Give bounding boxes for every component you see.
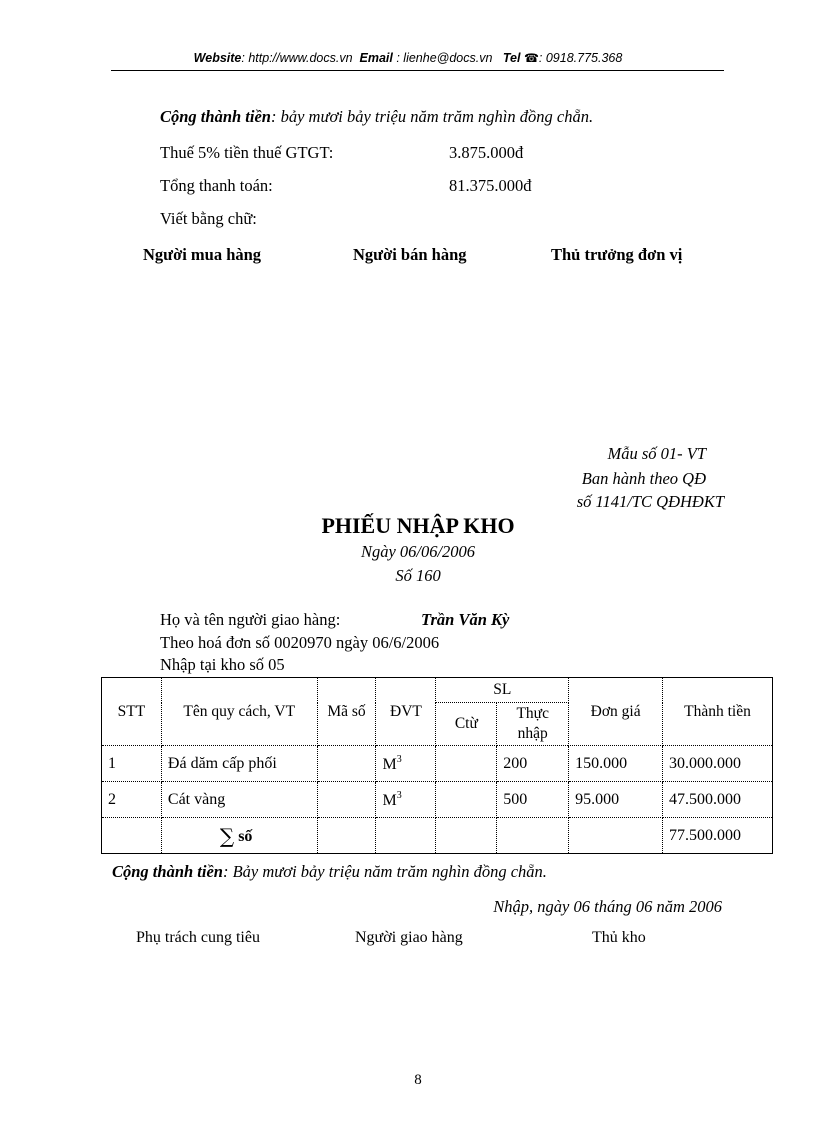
header-sl: SL — [436, 678, 569, 703]
row-stt: 2 — [102, 782, 162, 818]
total-in-words-top — [160, 107, 593, 127]
table-header-row — [102, 678, 773, 703]
unit-superscript: 3 — [396, 753, 402, 765]
email-value: : lienhe@docs.vn — [396, 51, 493, 65]
total-empty-stt — [102, 818, 162, 854]
row-unit — [376, 746, 436, 782]
signature-buyer: Người mua hàng — [143, 245, 262, 264]
website-label: Website — [193, 51, 242, 65]
row-name: Đá dăm cấp phối — [161, 746, 317, 782]
row-amount: 30.000.000 — [663, 746, 773, 782]
row-actual-qty: 500 — [497, 782, 569, 818]
unit-text: M — [382, 755, 397, 773]
row-code — [317, 746, 376, 782]
row-unit — [376, 782, 436, 818]
total-empty-price — [569, 818, 663, 854]
header-divider — [111, 70, 724, 71]
grand-total-label: Tổng thanh toán: — [160, 176, 273, 195]
unit-text: M — [382, 791, 397, 809]
tel-value: : 0918.775.368 — [538, 51, 623, 65]
email-label: Email — [359, 51, 393, 65]
header-amount: Thành tiền — [663, 678, 773, 746]
vat-value: 3.875.000đ — [449, 143, 524, 162]
total-empty-code — [317, 818, 376, 854]
total-amount: 77.500.000 — [663, 818, 773, 854]
website-value: : http://www.docs.vn — [241, 51, 353, 65]
total-words-label: Cộng thành tiền — [112, 862, 223, 881]
form-ref-line3: số 1141/TC QĐHĐKT — [576, 492, 724, 511]
row-price: 95.000 — [569, 782, 663, 818]
header-stt: STT — [102, 678, 162, 746]
warehouse-line: Nhập tại kho số 05 — [160, 655, 285, 674]
place-date: Nhập, ngày 06 tháng 06 năm 2006 — [493, 897, 722, 916]
receipt-number: Số 160 — [395, 566, 441, 585]
tel-label: Tel — [502, 51, 521, 65]
header-price: Đơn giá — [569, 678, 663, 746]
header-code: Mã số — [317, 678, 376, 746]
total-in-words-bottom — [112, 862, 547, 882]
row-price: 150.000 — [569, 746, 663, 782]
grand-total-value: 81.375.000đ — [449, 176, 532, 195]
total-words-label: Cộng thành tiền — [160, 107, 271, 126]
row-doc-qty — [436, 782, 497, 818]
page-number: 8 — [414, 1072, 422, 1088]
row-stt: 1 — [102, 746, 162, 782]
sum-symbol: ∑ — [219, 823, 235, 848]
in-words-label: Viết bằng chữ: — [160, 209, 257, 228]
header-sl-actual: Thực nhập — [497, 703, 569, 746]
row-doc-qty — [436, 746, 497, 782]
form-ref-line2: Ban hành theo QĐ — [581, 469, 706, 488]
vat-label: Thuế 5% tiền thuế GTGT: — [160, 143, 334, 162]
page-header — [0, 51, 816, 65]
total-label: số — [238, 827, 253, 845]
deliverer-name: Trần Văn Kỳ — [421, 610, 510, 629]
row-actual-qty: 200 — [497, 746, 569, 782]
table-total-row — [102, 818, 773, 854]
table-row — [102, 746, 773, 782]
invoice-line: Theo hoá đơn số 0020970 ngày 06/6/2006 — [160, 633, 440, 652]
signature-storekeeper: Thủ kho — [592, 929, 646, 946]
receipt-title: PHIẾU NHẬP KHO — [321, 513, 515, 538]
total-empty-actual — [497, 818, 569, 854]
signature-supply-manager: Phụ trách cung tiêu — [136, 929, 260, 946]
total-label-cell — [161, 818, 317, 854]
receipt-date: Ngày 06/06/2006 — [360, 542, 476, 561]
deliverer-label: Họ và tên người giao hàng: — [160, 610, 341, 629]
total-words-value: : bảy mươi bảy triệu năm trăm nghìn đồng chẵn. — [270, 107, 594, 126]
total-empty-unit — [376, 818, 436, 854]
receipt-table — [101, 677, 773, 854]
phone-icon: ☎ — [523, 51, 539, 65]
row-amount: 47.500.000 — [663, 782, 773, 818]
total-words-value: : Bảy mươi bảy triệu năm trăm nghìn đồng chẵn. — [222, 862, 547, 881]
row-code — [317, 782, 376, 818]
header-sl-doc: Ctừ — [436, 703, 497, 746]
signature-deliverer: Người giao hàng — [355, 929, 463, 946]
header-name: Tên quy cách, VT — [161, 678, 317, 746]
header-unit: ĐVT — [376, 678, 436, 746]
form-ref-line1: Mẫu số 01- VT — [607, 444, 706, 463]
unit-superscript: 3 — [396, 789, 402, 801]
signature-seller: Người bán hàng — [353, 245, 467, 264]
row-name: Cát vàng — [161, 782, 317, 818]
signature-head: Thủ trưởng đơn vị — [551, 245, 683, 264]
total-empty-doc — [436, 818, 497, 854]
table-row — [102, 782, 773, 818]
